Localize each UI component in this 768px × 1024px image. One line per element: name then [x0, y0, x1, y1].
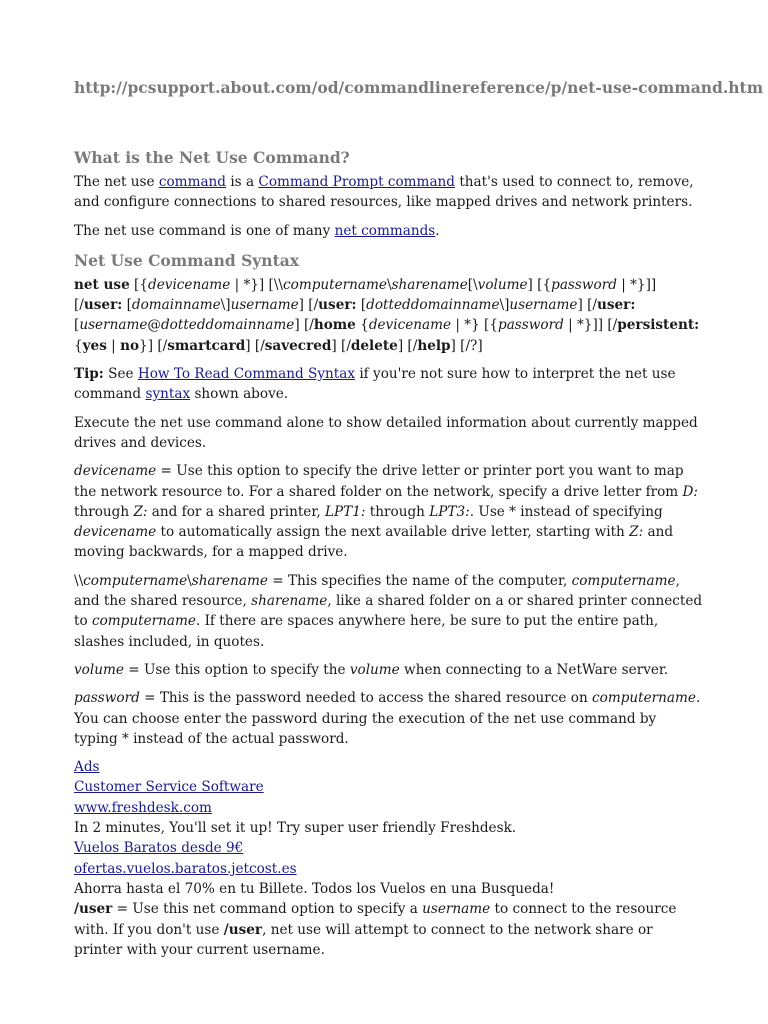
bold-text: home	[313, 317, 356, 334]
text-run: [{	[129, 276, 149, 293]
italic-text: devicename	[74, 463, 157, 480]
ad1-title-link[interactable]: Customer Service Software	[74, 779, 264, 796]
italic-text: Z:	[629, 524, 644, 541]
text-run: \]	[499, 297, 510, 314]
heading-syntax: Net Use Command Syntax	[74, 250, 300, 270]
bold-text: yes	[82, 337, 107, 354]
italic-text: LPT3:	[429, 503, 470, 520]
text-run: and moving backwards, for a mapped drive.	[74, 524, 674, 561]
text-run: | *}]] [/	[74, 276, 657, 314]
ad1-url-link[interactable]: www.freshdesk.com	[74, 799, 212, 816]
bold-text: user:	[83, 297, 123, 314]
bold-text: /user	[74, 901, 113, 918]
italic-text: devicename	[148, 276, 231, 293]
password-paragraph	[74, 688, 704, 749]
text-run: \\	[74, 572, 84, 589]
text-run: . You can choose enter the password during the execution of the net use command by typing * instead of the actual password.	[74, 690, 701, 747]
text-run: = Use this option to specify the drive letter or printer port you want to map the network resource to. For a shared folder on the network, specify a drive letter from	[74, 463, 684, 500]
text-run: and for a shared printer,	[147, 503, 325, 520]
italic-text: computername	[571, 572, 676, 589]
text-run: , and the shared resource,	[74, 572, 680, 610]
source-url: http://pcsupport.about.com/od/commandlinereference/p/net-use-command.htm	[74, 78, 764, 97]
text-run: | *}]] [/	[563, 317, 618, 334]
text-run: ] [/	[331, 337, 351, 354]
devicename-paragraph	[74, 461, 704, 562]
italic-text: username	[509, 297, 578, 314]
bold-text: persistent:	[617, 317, 700, 334]
text-run: ] [/	[294, 317, 314, 334]
text-run: ] [/	[298, 297, 319, 314]
italic-text: dotteddomainname	[160, 317, 295, 334]
text-run: = This is the password needed to access the shared resource on	[139, 690, 593, 707]
net-commands-paragraph: The net use command is one of many net commands.	[74, 222, 440, 239]
ad2-url-link[interactable]: ofertas.vuelos.baratos.jetcost.es	[74, 860, 297, 877]
italic-text: Z:	[133, 503, 148, 520]
article-body	[74, 148, 704, 968]
italic-text: volume	[74, 661, 124, 678]
bold-text: no	[120, 337, 140, 354]
text-run: = This specifies the name of the computer,	[267, 572, 572, 589]
text-run: = Use this option to specify the	[123, 661, 350, 678]
bold-text: user:	[318, 297, 357, 314]
italic-text: username	[79, 317, 148, 334]
text-run: [	[74, 317, 80, 334]
italic-text: computername	[592, 690, 696, 707]
text-run: ] [/?]	[450, 337, 483, 354]
text-run: \	[386, 276, 392, 293]
ad2-title-link[interactable]: Vuelos Baratos desde 9€	[74, 840, 244, 857]
text-run: }] [/	[139, 337, 168, 354]
text-run: . If there are spaces anywhere here, be sure to put the entire path, slashes included, in quotes.	[74, 613, 659, 650]
text-run: ] [/	[397, 337, 418, 354]
italic-text: password	[74, 690, 140, 707]
italic-text: password	[498, 317, 564, 334]
inline-link[interactable]: syntax	[145, 386, 191, 403]
italic-text: computername	[83, 572, 188, 589]
computername-paragraph	[74, 571, 704, 652]
italic-text: LPT1:	[325, 503, 366, 520]
text-run: ] [/	[577, 297, 597, 314]
italic-text: domainname	[131, 297, 221, 314]
italic-text: sharename	[391, 276, 468, 293]
link-command[interactable]: command	[158, 174, 227, 190]
italic-text: dotteddomainname	[366, 297, 500, 314]
volume-paragraph	[74, 660, 704, 680]
text-run: |	[106, 337, 121, 354]
ads-label-link[interactable]: Ads	[74, 759, 100, 776]
text-run: . Use * instead of specifying	[469, 503, 663, 520]
user-paragraph	[74, 899, 704, 960]
text-run: , like a shared folder on a or shared printer connected to	[74, 593, 703, 630]
text-run: \]	[220, 297, 231, 314]
text-run: {	[74, 337, 83, 354]
execute-paragraph: Execute the net use command alone to show detailed information about currently mapped drives and devices.	[74, 414, 698, 451]
text-run: {	[355, 317, 369, 334]
text-run: shown above.	[190, 386, 289, 403]
italic-text: devicename	[74, 524, 157, 541]
text-run: | *}] [\\	[230, 276, 284, 293]
text-run: [	[122, 297, 132, 314]
text-run: = Use this net command option to specify a	[112, 901, 423, 918]
italic-text: computername	[91, 613, 196, 630]
text-run: See	[103, 366, 138, 383]
tip-paragraph	[74, 364, 704, 405]
text-run: through	[365, 503, 430, 520]
text-run: when connecting to a NetWare server.	[399, 661, 669, 678]
italic-text: password	[551, 276, 617, 293]
ad1-text: In 2 minutes, You'll set it up! Try super user friendly Freshdesk.	[74, 820, 517, 837]
italic-text: computername	[283, 276, 387, 293]
text-run: @	[147, 317, 161, 334]
italic-text: sharename	[191, 572, 268, 589]
text-run: [	[356, 297, 367, 314]
italic-text: sharename	[251, 593, 328, 610]
text-run: ] [{	[527, 276, 552, 293]
bold-text: net use	[74, 276, 130, 293]
inline-link[interactable]: How To Read Command Syntax	[137, 366, 356, 383]
text-run: to automatically assign the next available drive letter, starting with	[156, 524, 630, 541]
text-run: \	[187, 572, 192, 589]
italic-text: username	[422, 901, 491, 918]
syntax-paragraph	[74, 275, 704, 356]
text-run: | *} [{	[451, 317, 498, 334]
bold-text: savecred	[264, 337, 332, 354]
link-command-prompt-command[interactable]: Command Prompt command	[258, 174, 456, 190]
italic-text: devicename	[368, 317, 452, 334]
italic-text: volume	[477, 276, 528, 293]
text-run: [\	[467, 276, 478, 293]
text-run: ] [/	[245, 337, 265, 354]
bold-text: help	[417, 337, 451, 354]
bold-text: smartcard	[167, 337, 246, 354]
ads-block	[74, 757, 704, 899]
bold-text: user:	[596, 297, 636, 314]
italic-text: volume	[349, 661, 400, 678]
bold-text: /user	[223, 921, 263, 938]
text-run: , net use will attempt to connect to the network share or printer with your current username.	[74, 921, 653, 958]
italic-text: D:	[682, 483, 698, 500]
text-run: through	[74, 503, 134, 520]
bold-text: delete	[350, 337, 398, 354]
link-net-commands[interactable]: net commands	[334, 222, 436, 239]
text-run: to connect to the resource with. If you don't use	[74, 901, 677, 938]
text-run: if you're not sure how to interpret the net use command	[74, 366, 676, 403]
ad2-text: Ahorra hasta el 70% en tu Billete. Todos los Vuelos en una Busqueda!	[74, 880, 555, 897]
bold-text: Tip:	[74, 366, 104, 383]
heading-what-is-net-use: What is the Net Use Command?	[74, 148, 350, 167]
intro-paragraph: The net use command is a Command Prompt command that's used to connect to, remove, and configure connections to shared resources, like mapped drives and network printers.	[74, 174, 694, 211]
italic-text: username	[230, 297, 299, 314]
